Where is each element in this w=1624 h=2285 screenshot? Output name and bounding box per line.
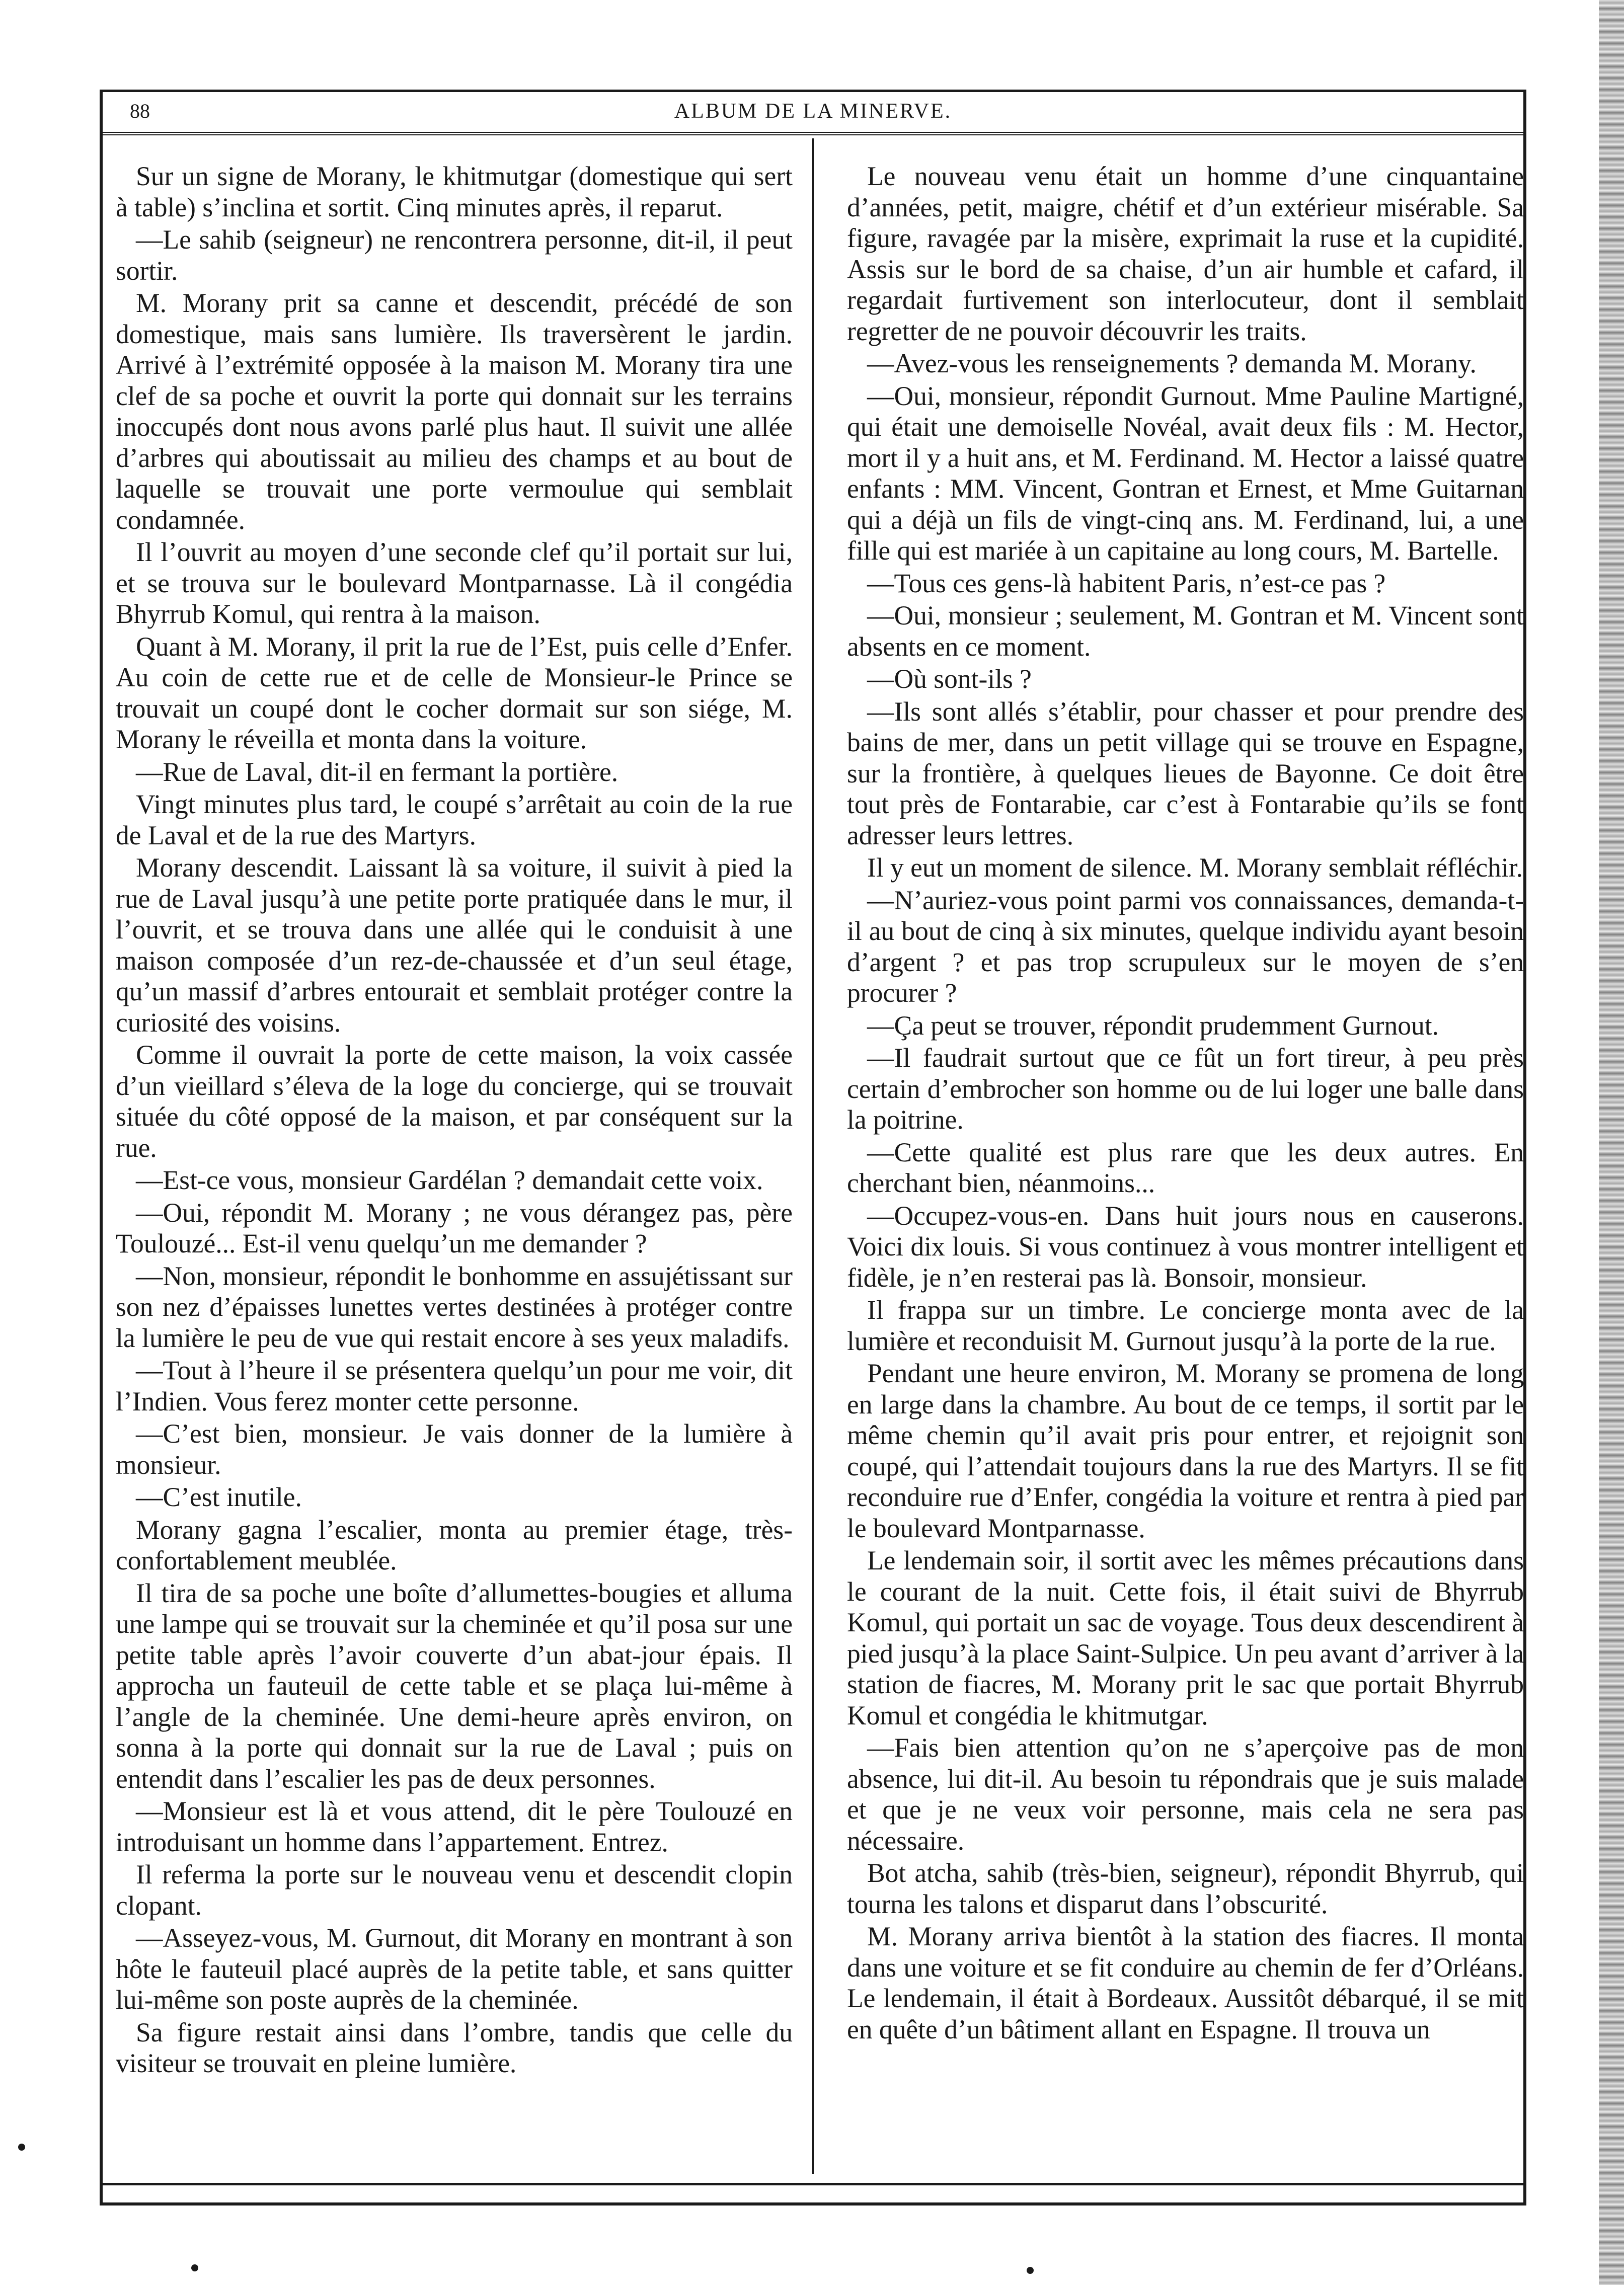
paragraph: Il referma la porte sur le nouveau venu et descendit clopin clopant.: [116, 1859, 793, 1921]
column-divider: [812, 138, 814, 2174]
page-edge-shadow: [1599, 0, 1624, 2285]
paragraph: —C’est inutile.: [136, 1482, 302, 1512]
paragraph: M. Morany arriva bientôt à la station des fiacres. Il monta dans une voiture et se fit conduire au chemin de fer d’Orléans. Le lendemain, il était à Bordeaux. Aussitôt débarqué, il se mit en quête d’un bâtiment allant en Espagne. Il trouva un: [847, 1921, 1524, 2044]
paragraph: —Oui, monsieur ; seulement, M. Gontran et M. Vincent sont absents en ce moment.: [847, 600, 1524, 662]
paragraph: Sa figure restait ainsi dans l’ombre, tandis que celle du visiteur se trouvait en pleine lumière.: [116, 2017, 793, 2078]
paragraph: Bot atcha, sahib (très-bien, seigneur), répondit Bhyrrub, qui tourna les talons et disparut dans l’obscurité.: [847, 1858, 1524, 1919]
paragraph: Pendant une heure environ, M. Morany se promena de long en large dans la chambre. Au bout de ce temps, il sortit par le même chemin qu’il avait pris pour entrer, et rejoignit son coupé, qui l’attendait toujours dans la rue des Martyrs. Il se fit reconduire rue d’Enfer, congédia la voiture et rentra à pied par le boulevard Montparnasse.: [847, 1358, 1524, 1543]
right-column: [847, 161, 1524, 2046]
running-header: [103, 92, 1523, 135]
paragraph: —Fais bien attention qu’on ne s’aperçoive pas de mon absence, lui dit-il. Au besoin tu répondrais que je suis malade et que je ne veux voir personne, mais cela ne sera pas nécessaire.: [847, 1732, 1524, 1856]
paragraph: Vingt minutes plus tard, le coupé s’arrêtait au coin de la rue de Laval et de la rue des Martyrs.: [116, 789, 793, 850]
ink-speck: [18, 2144, 25, 2151]
paragraph: M. Morany prit sa canne et descendit, précédé de son domestique, mais sans lumière. Ils traversèrent le jardin. Arrivé à l’extrémité opposée à la maison M. Morany tira une clef de sa poche et ouvrit la porte qui donnait sur les terrains inoccupés dont nous avons parlé plus haut. Il suivit une allée d’arbres qui aboutissait au milieu des champs et au bout de laquelle se trouvait une porte vermoulue qui semblait condamnée.: [116, 288, 793, 535]
paragraph: Le lendemain soir, il sortit avec les mêmes précautions dans le courant de la nuit. Cette fois, il était suivi de Bhyrrub Komul, qui portait un sac de voyage. Tous deux descendirent à pied jusqu’à la place Saint-Sulpice. Un peu avant d’arriver à la station de fiacres, M. Morany prit le sac que portait Bhyrrub Komul et congédia le khitmutgar.: [847, 1545, 1524, 1730]
running-title: ALBUM DE LA MINERVE.: [674, 100, 952, 123]
paragraph: —Oui, monsieur, répondit Gurnout. Mme Pauline Martigné, qui était une demoiselle Novéal, avait deux fils : M. Hector, mort il y a huit ans, et M. Ferdinand. M. Hector a laissé quatre enfants : MM. Vincent, Gontran et Ernest, et Mme Guitarnan qui a déjà un fils de vingt-cinq ans. M. Ferdinand, lui, a une fille qui est mariée à un capitaine au long cours, M. Bartelle.: [847, 380, 1524, 566]
paragraph: —Ça peut se trouver, répondit prudemment Gurnout.: [867, 1010, 1439, 1041]
left-column: [116, 161, 793, 2081]
paragraph: Il y eut un moment de silence. M. Morany semblait réfléchir.: [867, 852, 1523, 883]
paragraph: Comme il ouvrait la porte de cette maison, la voix cassée d’un vieillard s’éleva de la loge du concierge, qui se trouvait située du côté opposé de la maison, et par conséquent sur la rue.: [116, 1040, 793, 1163]
paragraph: —Où sont-ils ?: [867, 664, 1032, 694]
paragraph: —Tous ces gens-là habitent Paris, n’est-ce pas ?: [867, 568, 1386, 598]
paragraph: —Ils sont allés s’établir, pour chasser et pour prendre des bains de mer, dans un petit village qui se trouve en Espagne, sur la frontière, à quelques lieues de Bayonne. Ce doit être tout près de Fontarabie, car c’est à Fontarabie qu’ils se font adresser leurs lettres.: [847, 696, 1524, 850]
paragraph: Morany gagna l’escalier, monta au premier étage, très-confortablement meublée.: [116, 1514, 793, 1575]
paragraph: —C’est bien, monsieur. Je vais donner de la lumière à monsieur.: [116, 1419, 793, 1480]
page-number: 88: [130, 100, 150, 122]
paragraph: —Non, monsieur, répondit le bonhomme en assujétissant sur son nez d’épaisses lunettes vertes destinées à protéger contre la lumière le peu de vue qui restait encore à ses yeux maladifs.: [116, 1260, 793, 1353]
paragraph: Il tira de sa poche une boîte d’allumettes-bougies et alluma une lampe qui se trouvait sur la cheminée et qu’il posa sur une petite table après l’avoir couverte d’un abat-jour épais. Il approcha un fauteuil de cette table et se plaça lui-même à l’angle de la cheminée. Une demi-heure après environ, on sonna à la porte qui donnait sur la rue de Laval ; puis on entendit dans l’escalier les pas de deux personnes.: [116, 1578, 793, 1794]
ink-speck: [1027, 2267, 1034, 2274]
paragraph: —Est-ce vous, monsieur Gardélan ? demandait cette voix.: [136, 1165, 763, 1195]
paragraph: —Il faudrait surtout que ce fût un fort tireur, à peu près certain d’embrocher son homme ou de lui loger une balle dans la poitrine.: [847, 1043, 1524, 1135]
paragraph: —Tout à l’heure il se présentera quelqu’un pour me voir, dit l’Indien. Vous ferez monter cette personne.: [116, 1355, 793, 1416]
paragraph: —Le sahib (seigneur) ne rencontrera personne, dit-il, il peut sortir.: [116, 224, 793, 286]
paragraph: —Occupez-vous-en. Dans huit jours nous en causerons. Voici dix louis. Si vous continuez à vous montrer intelligent et fidèle, je n’en resterai pas là. Bonsoir, monsieur.: [847, 1200, 1524, 1293]
paragraph: Sur un signe de Morany, le khitmutgar (domestique qui sert à table) s’inclina et sortit. Cinq minutes après, il reparut.: [116, 161, 793, 222]
paragraph: Le nouveau venu était un homme d’une cinquantaine d’années, petit, maigre, chétif et d’un extérieur misérable. Sa figure, ravagée par la misère, exprimait la ruse et la cupidité. Assis sur le bord de sa chaise, d’un air humble et cafard, il regardait furtivement son interlocuteur, dont il semblait regretter de ne pouvoir découvrir les traits.: [847, 161, 1524, 346]
paragraph: —Asseyez-vous, M. Gurnout, dit Morany en montrant à son hôte le fauteuil placé auprès de la petite table, et sans quitter lui-même son poste auprès de la cheminée.: [116, 1923, 793, 2015]
paragraph: Quant à M. Morany, il prit la rue de l’Est, puis celle d’Enfer. Au coin de cette rue et de celle de Monsieur-le Prince se trouvait un coupé dont le cocher dormait sur son siége, M. Morany le réveilla et monta dans la voiture.: [116, 631, 793, 754]
paragraph: —Cette qualité est plus rare que les deux autres. En cherchant bien, néanmoins...: [847, 1137, 1524, 1198]
paragraph: —Oui, répondit M. Morany ; ne vous dérangez pas, père Toulouzé... Est-il venu quelqu’un me demander ?: [116, 1197, 793, 1258]
paragraph: —Avez-vous les renseignements ? demanda M. Morany.: [867, 348, 1477, 378]
paragraph: —Rue de Laval, dit-il en fermant la portière.: [136, 756, 618, 787]
bottom-rule: [103, 2183, 1523, 2185]
paragraph: Il l’ouvrit au moyen d’une seconde clef qu’il portait sur lui, et se trouva sur le boulevard Montparnasse. Là il congédia Bhyrrub Komul, qui rentra à la maison.: [116, 537, 793, 629]
ink-speck: [191, 2264, 198, 2271]
paragraph: Il frappa sur un timbre. Le concierge monta avec de la lumière et reconduisit M. Gurnout jusqu’à la porte de la rue.: [847, 1295, 1524, 1356]
paragraph: —Monsieur est là et vous attend, dit le père Toulouzé en introduisant un homme dans l’appartement. Entrez.: [116, 1796, 793, 1857]
paragraph: Morany descendit. Laissant là sa voiture, il suivit à pied la rue de Laval jusqu’à une petite porte pratiquée dans le mur, il l’ouvrit, et se trouva dans une allée qui le conduisit à une maison composée d’un rez-de-chaussée et d’un seul étage, qu’un massif d’arbres entourait et semblait protéger contre la curiosité des voisins.: [116, 852, 793, 1038]
paragraph: —N’auriez-vous point parmi vos connaissances, demanda-t-il au bout de cinq à six minutes, quelque individu ayant besoin d’argent ? et pas trop scrupuleux sur le moyen de s’en procurer ?: [847, 885, 1524, 1008]
